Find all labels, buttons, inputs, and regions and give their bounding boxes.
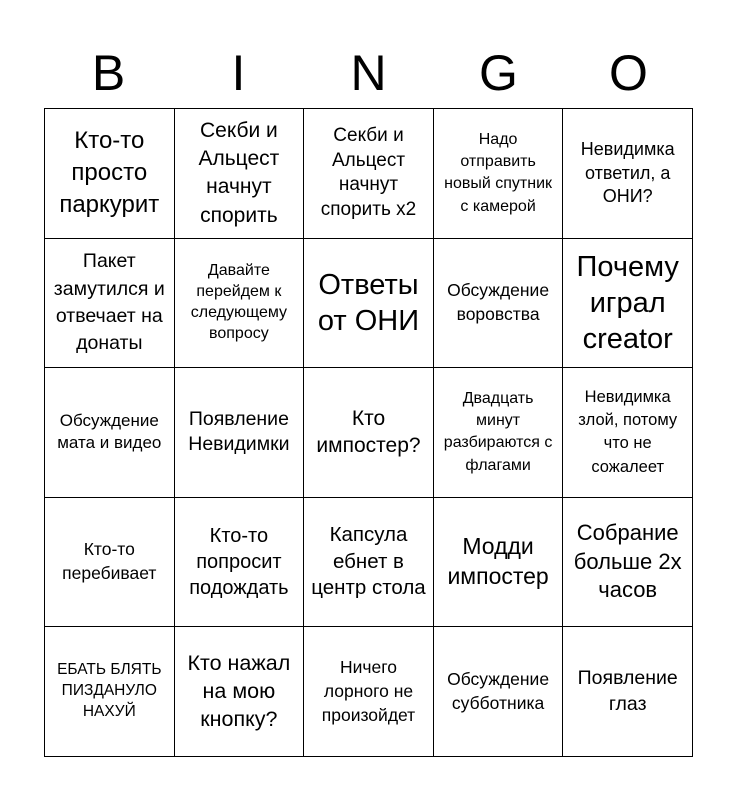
header-letter-o: O [609,45,649,101]
bingo-header [44,38,694,108]
cell-text: Собрание больше 2х часов [573,520,682,603]
cell-text: Капсула ебнет в центр стола [311,523,426,600]
bingo-cell[interactable] [175,109,305,239]
header-letter-g: G [479,45,519,101]
bingo-cell[interactable] [563,109,693,239]
bingo-cell[interactable] [434,239,564,369]
bingo-cell[interactable] [175,239,305,369]
cell-text: Ничего лорного не произойдет [321,657,416,725]
cell-text: Невидимка злой, потому что не сожалеет [578,388,678,476]
bingo-cell[interactable] [45,498,175,628]
header-letter-i: I [231,45,247,101]
header-letter-n: N [350,45,388,101]
cell-text: Обсуждение субботника [447,669,550,713]
header-letter-b: B [91,45,127,101]
cell-text: Кто-то просто паркурит [59,126,160,219]
cell-text: Секби и Альцест начнут спорить [198,118,280,227]
bingo-cell[interactable] [45,239,175,369]
bingo-cell[interactable] [45,109,175,239]
cell-text: Ответы от ОНИ [317,268,420,337]
cell-text: Двадцать минут разбираются с флагами [443,389,553,474]
bingo-cell[interactable] [175,368,305,498]
bingo-cell[interactable] [563,368,693,498]
cell-text: Надо отправить новый спутник с камерой [444,130,553,215]
cell-text: Почему играл creator [576,250,679,356]
bingo-cell[interactable] [304,239,434,369]
cell-text: Секби и Альцест начнут спорить x2 [320,124,417,220]
bingo-cell[interactable] [563,627,693,757]
cell-text: Появление Невидимки [188,408,290,456]
bingo-board [44,108,693,757]
cell-text: Модди импостер [447,533,549,590]
bingo-cell[interactable] [45,627,175,757]
cell-text: Появление глаз [577,667,678,715]
cell-text: Кто-то перебивает [62,539,157,584]
bingo-cell[interactable] [434,109,564,239]
bingo-cell[interactable] [434,627,564,757]
bingo-cell[interactable] [563,498,693,628]
cell-text: Обсуждение воровства [447,280,550,324]
bingo-cell[interactable] [563,239,693,369]
bingo-cell[interactable] [304,498,434,628]
cell-text: Давайте перейдем к следующему вопросу [190,262,288,342]
cell-text: Кто нажал на мою кнопку? [187,650,291,731]
bingo-cell[interactable] [304,627,434,757]
bingo-cell[interactable] [304,109,434,239]
bingo-cell[interactable] [304,368,434,498]
bingo-cell[interactable] [175,498,305,628]
cell-text: Пакет замутился и отвечает на донаты [53,250,165,355]
bingo-cell[interactable] [434,498,564,628]
bingo-cell[interactable] [45,368,175,498]
bingo-cell[interactable] [434,368,564,498]
cell-text: Кто-то попросит подождать [189,525,289,600]
cell-text: Невидимка ответил, а ОНИ? [580,139,675,206]
cell-text: ЕБАТЬ БЛЯТЬ ПИЗДАНУЛО НАХУЙ [57,661,162,721]
bingo-cell[interactable] [175,627,305,757]
cell-text: Обсуждение мата и видео [57,410,162,453]
cell-text: Кто импостер? [316,407,421,458]
